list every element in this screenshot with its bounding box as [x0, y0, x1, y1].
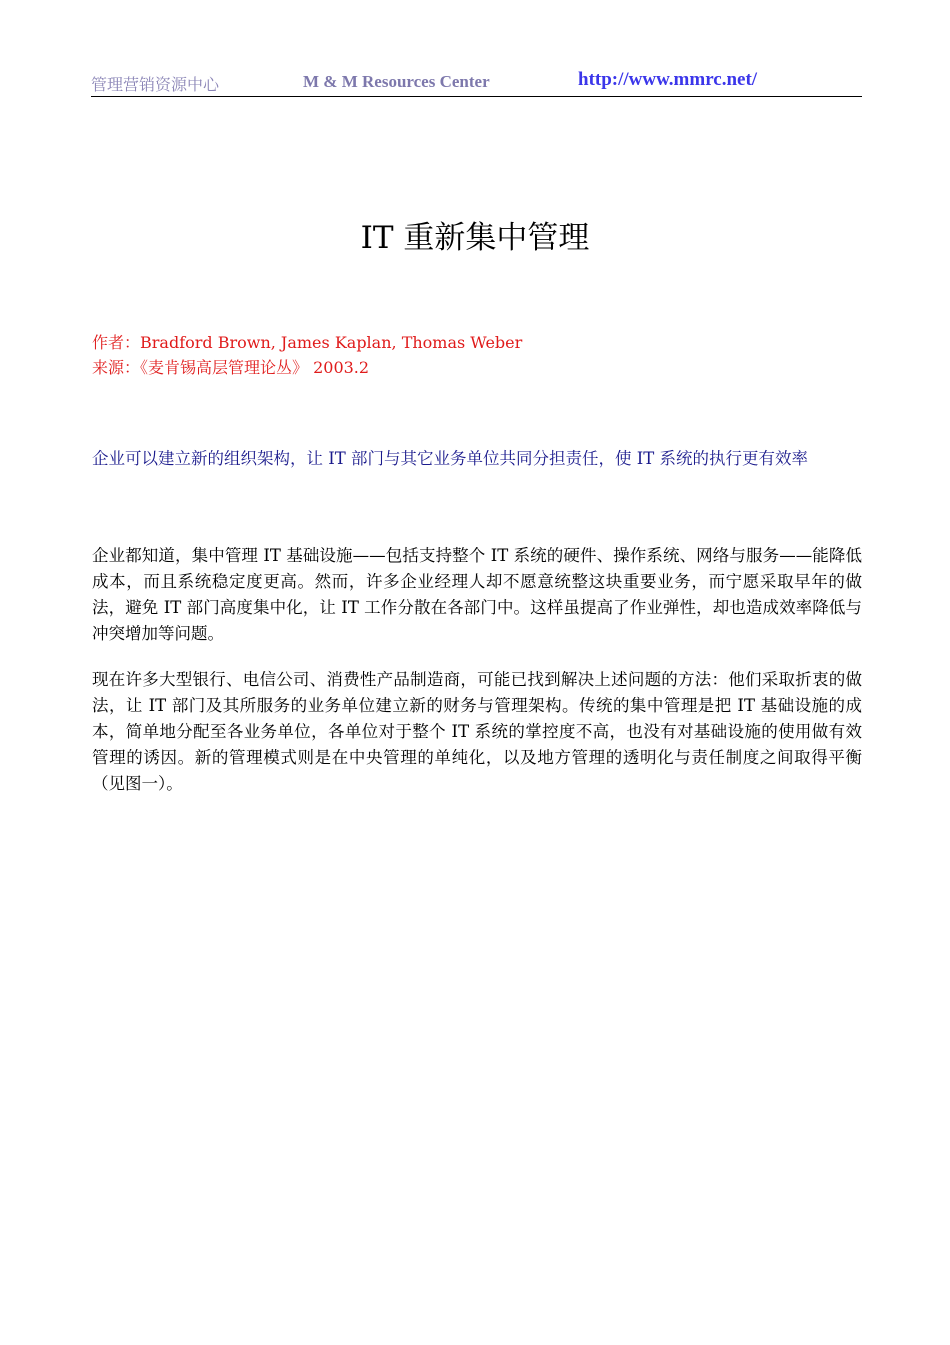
body-paragraph-1: 企业都知道，集中管理 IT 基础设施——包括支持整个 IT 系统的硬件、操作系统、网络与服务——能降低成本，而且系统稳定度更高。然而，许多企业经理人却不愿意统整这块重要业务，而宁愿采取早年的做法，避免 IT 部门高度集中化，让 IT 工作分散在各部门中。这样虽提高了作业弹性，却也造成效率降低与冲突增加等问题。: [92, 546, 862, 643]
page-header: [91, 68, 862, 97]
header-center-cn: 管理营销资源中心: [91, 75, 220, 94]
header-url-link[interactable]: http://www.mmrc.net/: [578, 69, 758, 90]
document-title: IT 重新集中管理: [360, 220, 590, 256]
source-line: 来源：《麦肯锡高层管理论丛》 2003.2: [92, 358, 370, 377]
body-paragraph-2: 现在许多大型银行、电信公司、消费性产品制造商，可能已找到解决上述问题的方法：他们采取折衷的做法，让 IT 部门及其所服务的业务单位建立新的财务与管理架构。传统的集中管理是把 IT 基础设施的成本，简单地分配至各业务单位，各单位对于整个 IT 系统的掌控度不高，也没有对基础设施的使用做有效管理的诱因。新的管理模式则是在中央管理的单纯化，以及地方管理的透明化与责任制度之间取得平衡 （见图一）。: [92, 670, 862, 793]
authors-line: 作者：Bradford Brown, James Kaplan, Thomas Weber: [92, 333, 523, 352]
header-center-en: M & M Resources Center: [303, 72, 490, 91]
summary-paragraph: 企业可以建立新的组织架构，让 IT 部门与其它业务单位共同分担责任，使 IT 系统的执行更有效率: [92, 449, 809, 468]
